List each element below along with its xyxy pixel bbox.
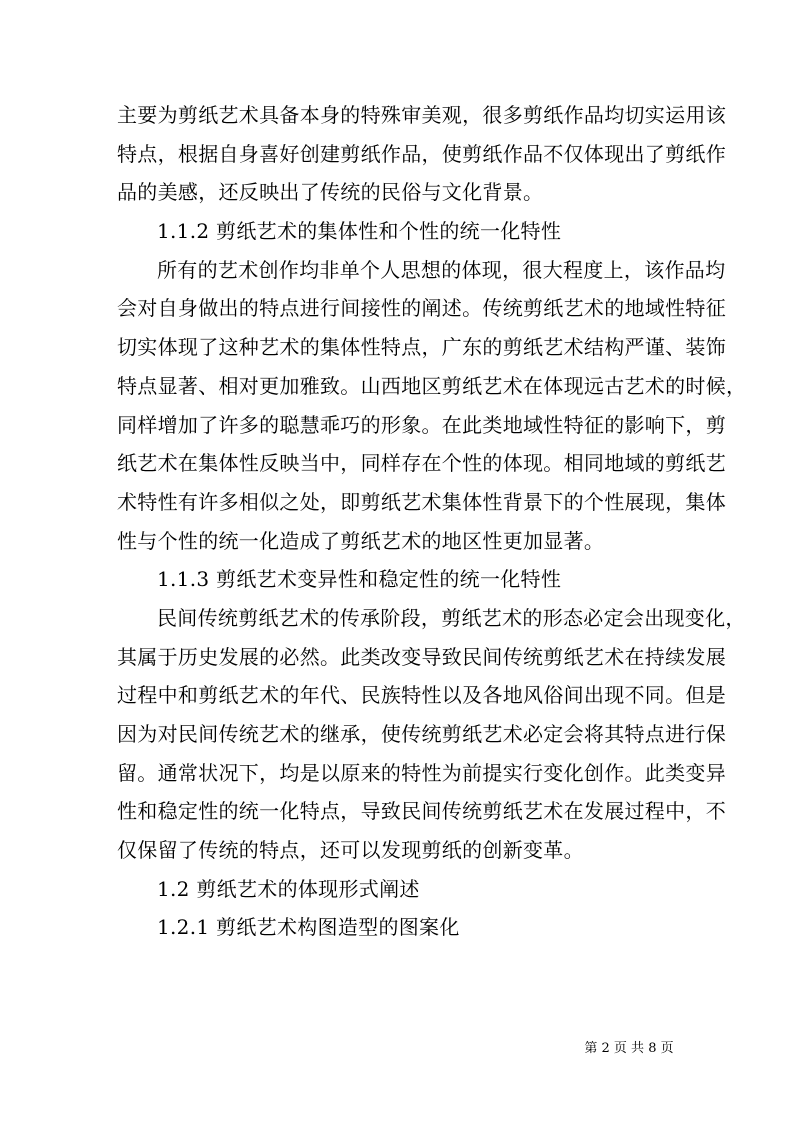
body-text-line: 特点，根据自身喜好创建剪纸作品，使剪纸作品不仅体现出了剪纸作 bbox=[117, 141, 726, 166]
body-text-line: 术特性有许多相似之处，即剪纸艺术集体性背景下的个性展现，集体 bbox=[117, 489, 726, 514]
body-text-line: 性和稳定性的统一化特点，导致民间传统剪纸艺术在发展过程中，不 bbox=[117, 799, 726, 824]
body-text-line: 纸艺术在集体性反映当中，同样存在个性的体现。相同地域的剪纸艺 bbox=[117, 451, 726, 476]
body-text-line: 所有的艺术创作均非单个人思想的体现，很大程度上，该作品均 bbox=[157, 257, 726, 282]
page-footer bbox=[0, 1037, 794, 1056]
body-text-line: 切实体现了这种艺术的集体性特点，广东的剪纸艺术结构严谨、装饰 bbox=[117, 335, 726, 360]
page-number: 第 2 页 共 8 页 bbox=[584, 1041, 674, 1056]
body-text-line: 过程中和剪纸艺术的年代、民族特性以及各地风俗间出现不同。但是 bbox=[117, 683, 726, 708]
body-text-line: 特点显著、相对更加雅致。山西地区剪纸艺术在体现远古艺术的时候， bbox=[117, 373, 747, 398]
document-body bbox=[117, 96, 747, 947]
body-text-line: 民间传统剪纸艺术的传承阶段，剪纸艺术的形态必定会出现变化， bbox=[157, 605, 746, 630]
body-text-line: 会对自身做出的特点进行间接性的阐述。传统剪纸艺术的地域性特征 bbox=[117, 296, 726, 321]
body-text-line: 因为对民间传统艺术的继承，使传统剪纸艺术必定会将其特点进行保 bbox=[117, 722, 726, 746]
section-heading: 1.1.2 剪纸艺术的集体性和个性的统一化特性 bbox=[157, 219, 562, 244]
body-text-line: 同样增加了许多的聪慧乖巧的形象。在此类地域性特征的影响下，剪 bbox=[117, 412, 726, 437]
body-text-line: 仅保留了传统的特点，还可以发现剪纸的创新变革。 bbox=[117, 838, 584, 863]
body-text-line: 性与个性的统一化造成了剪纸艺术的地区性更加显著。 bbox=[117, 528, 605, 553]
section-heading: 1.1.3 剪纸艺术变异性和稳定性的统一化特性 bbox=[157, 567, 562, 592]
body-text-line: 其属于历史发展的必然。此类改变导致民间传统剪纸艺术在持续发展 bbox=[117, 644, 726, 669]
body-text-line: 品的美感，还反映出了传统的民俗与文化背景。 bbox=[117, 180, 544, 205]
body-text-line: 留。通常状况下，均是以原来的特性为前提实行变化创作。此类变异 bbox=[117, 760, 726, 785]
body-text-line: 主要为剪纸艺术具备本身的特殊审美观，很多剪纸作品均切实运用该 bbox=[117, 103, 726, 127]
subsection-heading: 1.2.1 剪纸艺术构图造型的图案化 bbox=[157, 915, 460, 940]
section-heading: 1.2 剪纸艺术的体现形式阐述 bbox=[157, 876, 420, 901]
